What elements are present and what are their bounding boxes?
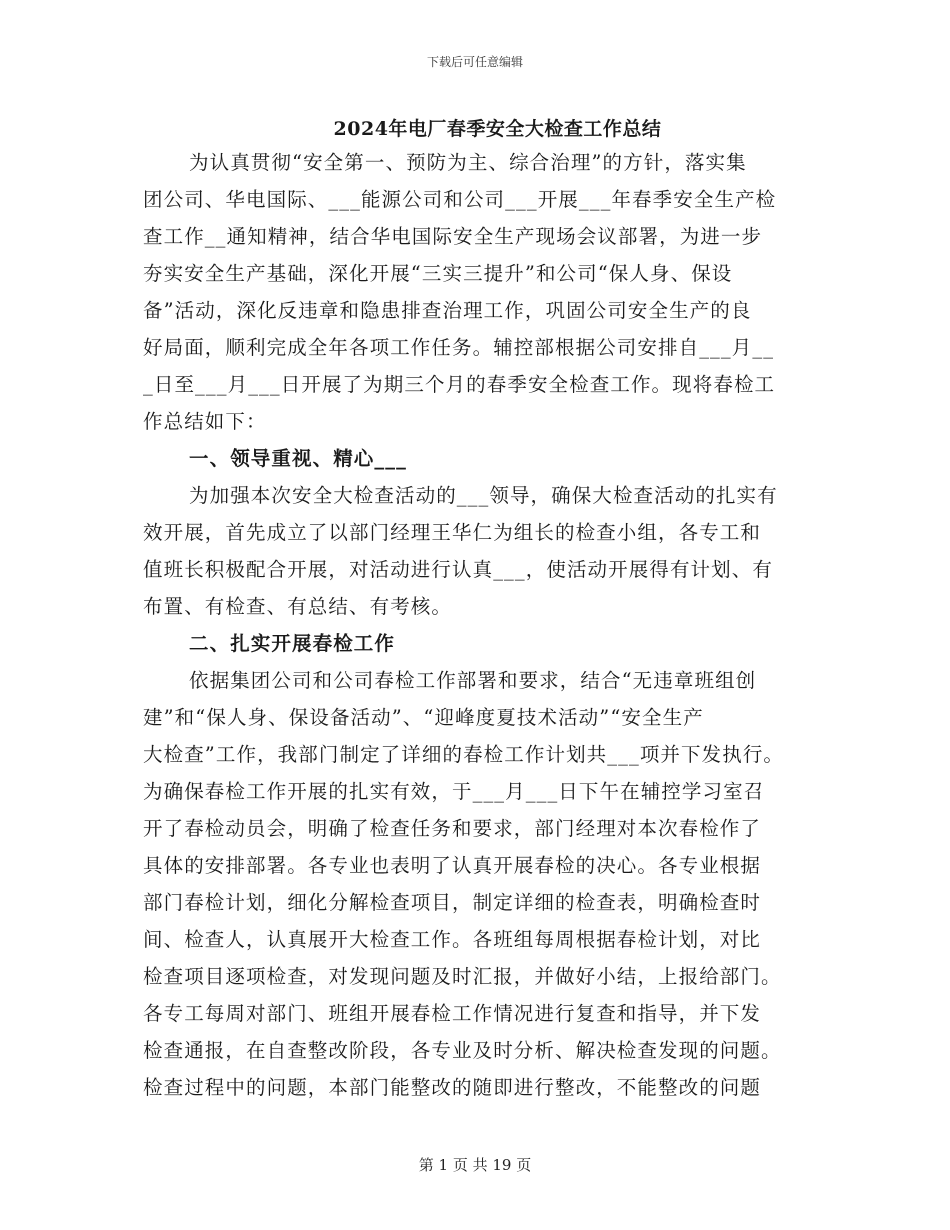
text-line: 夯实安全生产基础，深化开展“三实三提升”和公司“保人身、保设 xyxy=(143,262,733,285)
text-line: 为认真贯彻“安全第一、预防为主、综合治理”的方针，落实集 xyxy=(189,151,747,174)
text-line: 为确保春检工作开展的扎实有效，于___月___日下午在辅控学习室召 xyxy=(143,780,765,803)
document-title: 2024年电厂春季安全大检查工作总结 xyxy=(333,118,662,140)
text-line: 团公司、华电国际、___能源公司和公司___开展___年春季安全生产检 xyxy=(143,188,777,211)
text-line: 作总结如下： xyxy=(143,410,267,433)
section-heading: 二、扎实开展春检工作 xyxy=(189,632,396,655)
text-line: 效开展，首先成立了以部门经理王华仁为组长的检查小组，各专工和 xyxy=(143,521,762,544)
text-line: 查工作__通知精神，结合华电国际安全生产现场会议部署，为进一步 xyxy=(143,225,763,248)
text-line: 值班长积极配合开展，对活动进行认真___，使活动开展得有计划、有 xyxy=(143,558,773,581)
text-line: 依据集团公司和公司春检工作部署和要求，结合“无违章班组创 xyxy=(189,669,757,692)
text-line: _日至___月___日开展了为期三个月的春季安全检查工作。现将春检工 xyxy=(143,373,776,396)
text-line: 为加强本次安全大检查活动的___领导，确保大检查活动的扎实有 xyxy=(189,484,778,507)
text-line: 间、检查人，认真展开大检查工作。各班组每周根据春检计划，对比 xyxy=(143,928,762,951)
text-line: 检查过程中的问题，本部门能整改的随即进行整改，不能整改的问题 xyxy=(143,1076,762,1099)
text-line: 建”和“保人身、保设备活动”、“迎峰度夏技术活动”“安全生产 xyxy=(143,706,704,729)
text-line: 开了春检动员会，明确了检查任务和要求，部门经理对本次春检作了 xyxy=(143,817,762,840)
header-note: 下载后可任意编辑 xyxy=(426,55,523,69)
text-line: 具体的安排部署。各专业也表明了认真开展春检的决心。各专业根据 xyxy=(143,854,762,877)
text-line: 大检查”工作，我部门制定了详细的春检工作计划共___项并下发执行。 xyxy=(143,743,785,766)
text-line: 好局面，顺利完成全年各项工作任务。辅控部根据公司安排自___月__ xyxy=(143,336,775,359)
text-line: 备”活动，深化反违章和隐患排查治理工作，巩固公司安全生产的良 xyxy=(143,299,752,322)
text-line: 检查项目逐项检查，对发现问题及时汇报，并做好小结，上报给部门。 xyxy=(143,965,782,988)
text-line: 部门春检计划，细化分解检查项目，制定详细的检查表，明确检查时 xyxy=(143,891,762,914)
text-line: 各专工每周对部门、班组开展春检工作情况进行复查和指导，并下发 xyxy=(143,1002,762,1025)
section-heading: 一、领导重视、精心___ xyxy=(189,447,407,470)
page-footer: 第 1 页 共 19 页 xyxy=(418,1156,532,1174)
document-body xyxy=(143,144,823,1106)
text-line: 布置、有检查、有总结、有考核。 xyxy=(143,595,453,618)
text-line: 检查通报，在自查整改阶段，各专业及时分析、解决检查发现的问题。 xyxy=(143,1039,782,1062)
